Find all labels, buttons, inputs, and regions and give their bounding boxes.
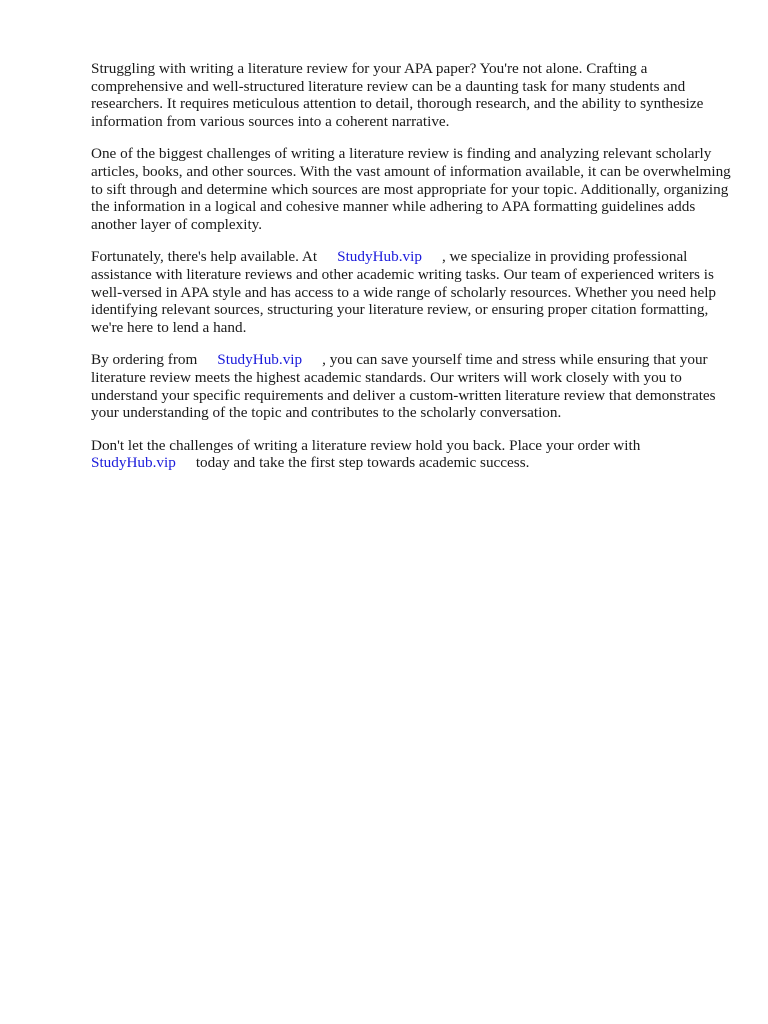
paragraph-help-available bbox=[91, 248, 731, 336]
paragraph-text: By ordering from bbox=[91, 351, 198, 369]
document-page bbox=[91, 60, 731, 487]
paragraph-ordering bbox=[91, 351, 731, 421]
paragraph-text: , we specialize in providing professional assistance with literature reviews and other academic writing tasks. Our team of experienced writers is well-versed in APA style and has access to a wide range of scholarly resources. Whether you need help identifying relevant sources, structuring your literature review, or ensuring proper citation formatting, we're here to lend a hand. bbox=[91, 248, 717, 336]
paragraph-text: , you can save yourself time and stress while ensuring that your literature review meets the highest academic standards. Our writers will work closely with you to understand your specific requirements and deliver a custom-written literature review that demonstrates your understanding of the topic and contributes to the scholarly conversation. bbox=[91, 351, 716, 422]
paragraph-text: today and take the first step towards academic success. bbox=[195, 454, 530, 472]
paragraph-text: Fortunately, there's help available. At bbox=[91, 248, 318, 266]
studyhub-link[interactable]: StudyHub.vip bbox=[217, 351, 303, 369]
studyhub-link[interactable]: StudyHub.vip bbox=[91, 454, 176, 472]
paragraph-text: Don't let the challenges of writing a literature review hold you back. Place your order with bbox=[91, 436, 641, 454]
paragraph-call-to-action bbox=[91, 437, 731, 472]
paragraph-intro: Struggling with writing a literature review for your APA paper? You're not alone. Crafting a comprehensive and well-structured literature review can be a daunting task for many students and researchers. It requires meticulous attention to detail, thorough research, and the ability to synthesize information from various sources into a coherent narrative. bbox=[91, 60, 704, 130]
paragraph-challenges: One of the biggest challenges of writing a literature review is finding and analyzing relevant scholarly articles, books, and other sources. With the vast amount of information available, it can be overwhelming to sift through and determine which sources are most appropriate for your topic. Additionally, organizing the information in a logical and cohesive manner while adhering to APA formatting guidelines adds another layer of complexity. bbox=[91, 145, 731, 233]
studyhub-link[interactable]: StudyHub.vip bbox=[337, 248, 422, 266]
